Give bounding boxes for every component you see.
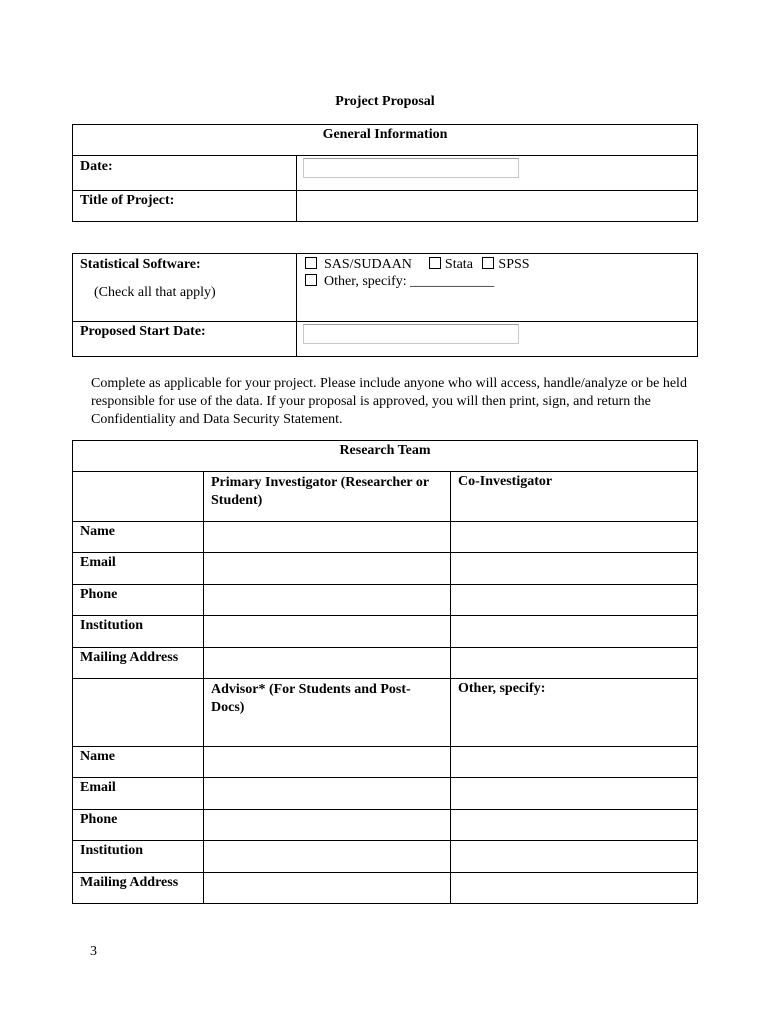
row-label: Mailing Address [73,648,204,679]
row-label: Phone [73,810,204,841]
general-info-table [72,124,698,222]
row-label: Phone [73,585,204,616]
table-row [73,810,698,841]
page-number: 3 [90,944,97,959]
software-options [297,254,698,322]
primary-phone-cell[interactable] [204,585,451,616]
other-email-cell[interactable] [451,778,698,810]
other-checkbox[interactable] [305,274,317,286]
primary-investigator-header: Primary Investigator (Researcher or Student) [204,472,451,522]
primary-address-cell[interactable] [204,648,451,679]
other-label: Other, specify: ____________ [324,274,495,289]
coinv-name-cell[interactable] [451,522,698,553]
advisor-address-cell[interactable] [204,873,451,904]
table-row [73,841,698,873]
date-label: Date: [73,156,297,191]
sas-label: SAS/SUDAAN [324,257,412,272]
general-info-header: General Information [73,125,698,156]
spss-label: SPSS [498,257,530,272]
project-title-cell[interactable] [297,191,698,222]
table-row [73,747,698,778]
page-title: Project Proposal [335,94,435,109]
primary-institution-cell[interactable] [204,616,451,648]
other-header: Other, specify: [451,679,698,747]
advisor-institution-cell[interactable] [204,841,451,873]
primary-name-cell[interactable] [204,522,451,553]
co-investigator-header: Co-Investigator [451,472,698,522]
table-row [73,873,698,904]
start-date-label: Proposed Start Date: [73,322,297,357]
row-label: Mailing Address [73,873,204,904]
table-row [73,522,698,553]
instructions-text: Complete as applicable for your project. Please include anyone who will access, handle/analyze or be held responsible for use of the data. If your proposal is approved, you will then print, sign, and return the Confidentiality and Data Security Statement. [91,376,687,427]
table-row [73,648,698,679]
row-label: Institution [73,616,204,648]
advisor-header: Advisor* (For Students and Post-Docs) [204,679,451,747]
research-team-table [72,440,698,904]
stata-checkbox[interactable] [429,257,441,269]
table-row [73,553,698,585]
other-institution-cell[interactable] [451,841,698,873]
coinv-email-cell[interactable] [451,553,698,585]
table-row [73,585,698,616]
spss-checkbox[interactable] [482,257,494,269]
row-label: Email [73,778,204,810]
advisor-email-cell[interactable] [204,778,451,810]
date-input[interactable] [303,158,519,178]
coinv-address-cell[interactable] [451,648,698,679]
row-label: Email [73,553,204,585]
primary-email-cell[interactable] [204,553,451,585]
start-date-input[interactable] [303,324,519,344]
stata-label: Stata [444,257,473,272]
software-label-cell [73,254,297,322]
project-title-label: Title of Project: [73,191,297,222]
start-date-cell [297,322,698,357]
other-address-cell[interactable] [451,873,698,904]
advisor-name-cell[interactable] [204,747,451,778]
coinv-institution-cell[interactable] [451,616,698,648]
advisor-phone-cell[interactable] [204,810,451,841]
row-label: Name [73,747,204,778]
software-table [72,253,698,357]
other-phone-cell[interactable] [451,810,698,841]
research-team-header: Research Team [73,441,698,472]
row-label: Institution [73,841,204,873]
coinv-phone-cell[interactable] [451,585,698,616]
date-cell [297,156,698,191]
row-label: Name [73,522,204,553]
sas-checkbox[interactable] [305,257,317,269]
table-row [73,778,698,810]
table-row [73,616,698,648]
software-label: Statistical Software: [80,257,201,272]
software-note: (Check all that apply) [94,285,216,300]
other-name-cell[interactable] [451,747,698,778]
